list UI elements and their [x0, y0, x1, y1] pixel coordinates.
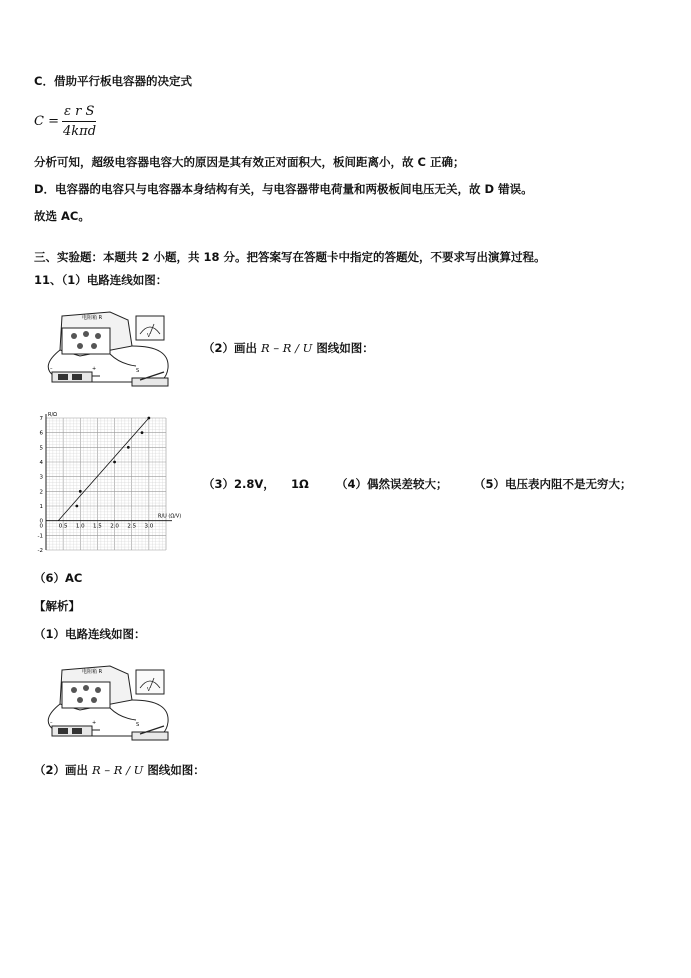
y-tick-label: 1 — [39, 504, 43, 510]
x-tick-label: 2.0 — [110, 523, 119, 530]
answer-4: （4）偶然误差较大； — [336, 477, 448, 491]
x-axis-label: R/U (Ω/V) — [158, 513, 182, 520]
y-tick-label: 4 — [39, 460, 43, 466]
y-tick-label: 3 — [39, 474, 43, 481]
x-tick-label: 0.5 — [58, 523, 68, 530]
switch-label: S — [136, 722, 140, 728]
minus-terminal: – — [50, 720, 53, 726]
formula-numerator: ε r S — [64, 104, 95, 119]
capacitance-formula — [34, 104, 114, 140]
circuit-diagram-2 — [40, 660, 180, 745]
fraction-bar — [62, 121, 96, 122]
answer-5: （5）电压表内阻不是无穷大； — [474, 477, 632, 491]
option-d-line: D．电容器的电容只与电容器本身结构有关，与电容器带电荷量和两极板间电压无关，故 D 错误。 — [34, 182, 533, 196]
minus-terminal: – — [50, 366, 53, 372]
formula-denominator: 4kπd — [63, 124, 97, 139]
analysis-line: 分析可知，超级电容器电容大的原因是其有效正对面积大，板间距离小，故 C 正确； — [34, 155, 465, 169]
solution-part2: （2）画出 R – R / U 图线如图： — [34, 763, 205, 777]
y-tick-label: 0 — [39, 518, 43, 525]
x-tick-label: 2.5 — [127, 523, 137, 530]
y-tick-label: 2 — [39, 489, 43, 496]
y-tick-label: -1 — [37, 533, 43, 540]
q11-part2: （2）画出 R – R / U 图线如图： — [203, 341, 374, 355]
y-tick-label: 5 — [39, 445, 43, 452]
formula-lhs: C = — [34, 114, 59, 129]
option-c-line: C．借助平行板电容器的决定式 — [34, 74, 192, 88]
answer-6: （6）AC — [34, 571, 83, 585]
x-tick-label: 1.0 — [75, 523, 85, 530]
analysis-header: 【解析】 — [34, 599, 80, 613]
data-point — [79, 490, 82, 493]
data-point — [141, 431, 144, 434]
circuit-diagram-1 — [40, 306, 180, 391]
data-point — [147, 417, 150, 420]
solution-part1: （1）电路连线如图： — [34, 627, 146, 641]
y-axis-label: R/Ω — [48, 412, 57, 418]
y-tick-label: 6 — [39, 430, 43, 437]
switch-label: S — [136, 368, 140, 374]
answer-3: （3）2.8V， — [203, 477, 275, 491]
resistor-box-label: 电阻箱 R — [82, 669, 103, 675]
plus-terminal: + — [92, 366, 97, 372]
choose-line: 故选 AC。 — [34, 209, 90, 223]
y-tick-label: -2 — [37, 548, 43, 554]
voltmeter-label: V — [147, 687, 151, 693]
x-tick-label: 3.0 — [144, 523, 154, 530]
data-point — [113, 461, 116, 464]
origin-label: 0 — [39, 523, 43, 530]
answer-3-resistance: 1Ω — [291, 477, 309, 491]
data-point — [127, 446, 130, 449]
voltmeter-label: V — [147, 333, 151, 339]
x-tick-label: 1.5 — [93, 523, 102, 530]
resistor-box-label: 电阻箱 R — [82, 315, 103, 321]
section-heading: 三、实验题：本题共 2 小题，共 18 分。把答案写在答题卡中指定的答题处，不要求写出演算过程。 — [34, 250, 546, 264]
q11-part1: 11、（1）电路连线如图： — [34, 273, 168, 287]
data-point — [75, 505, 78, 508]
y-tick-label: 7 — [39, 416, 43, 422]
plus-terminal: + — [92, 720, 97, 726]
r-ru-chart — [30, 410, 180, 560]
